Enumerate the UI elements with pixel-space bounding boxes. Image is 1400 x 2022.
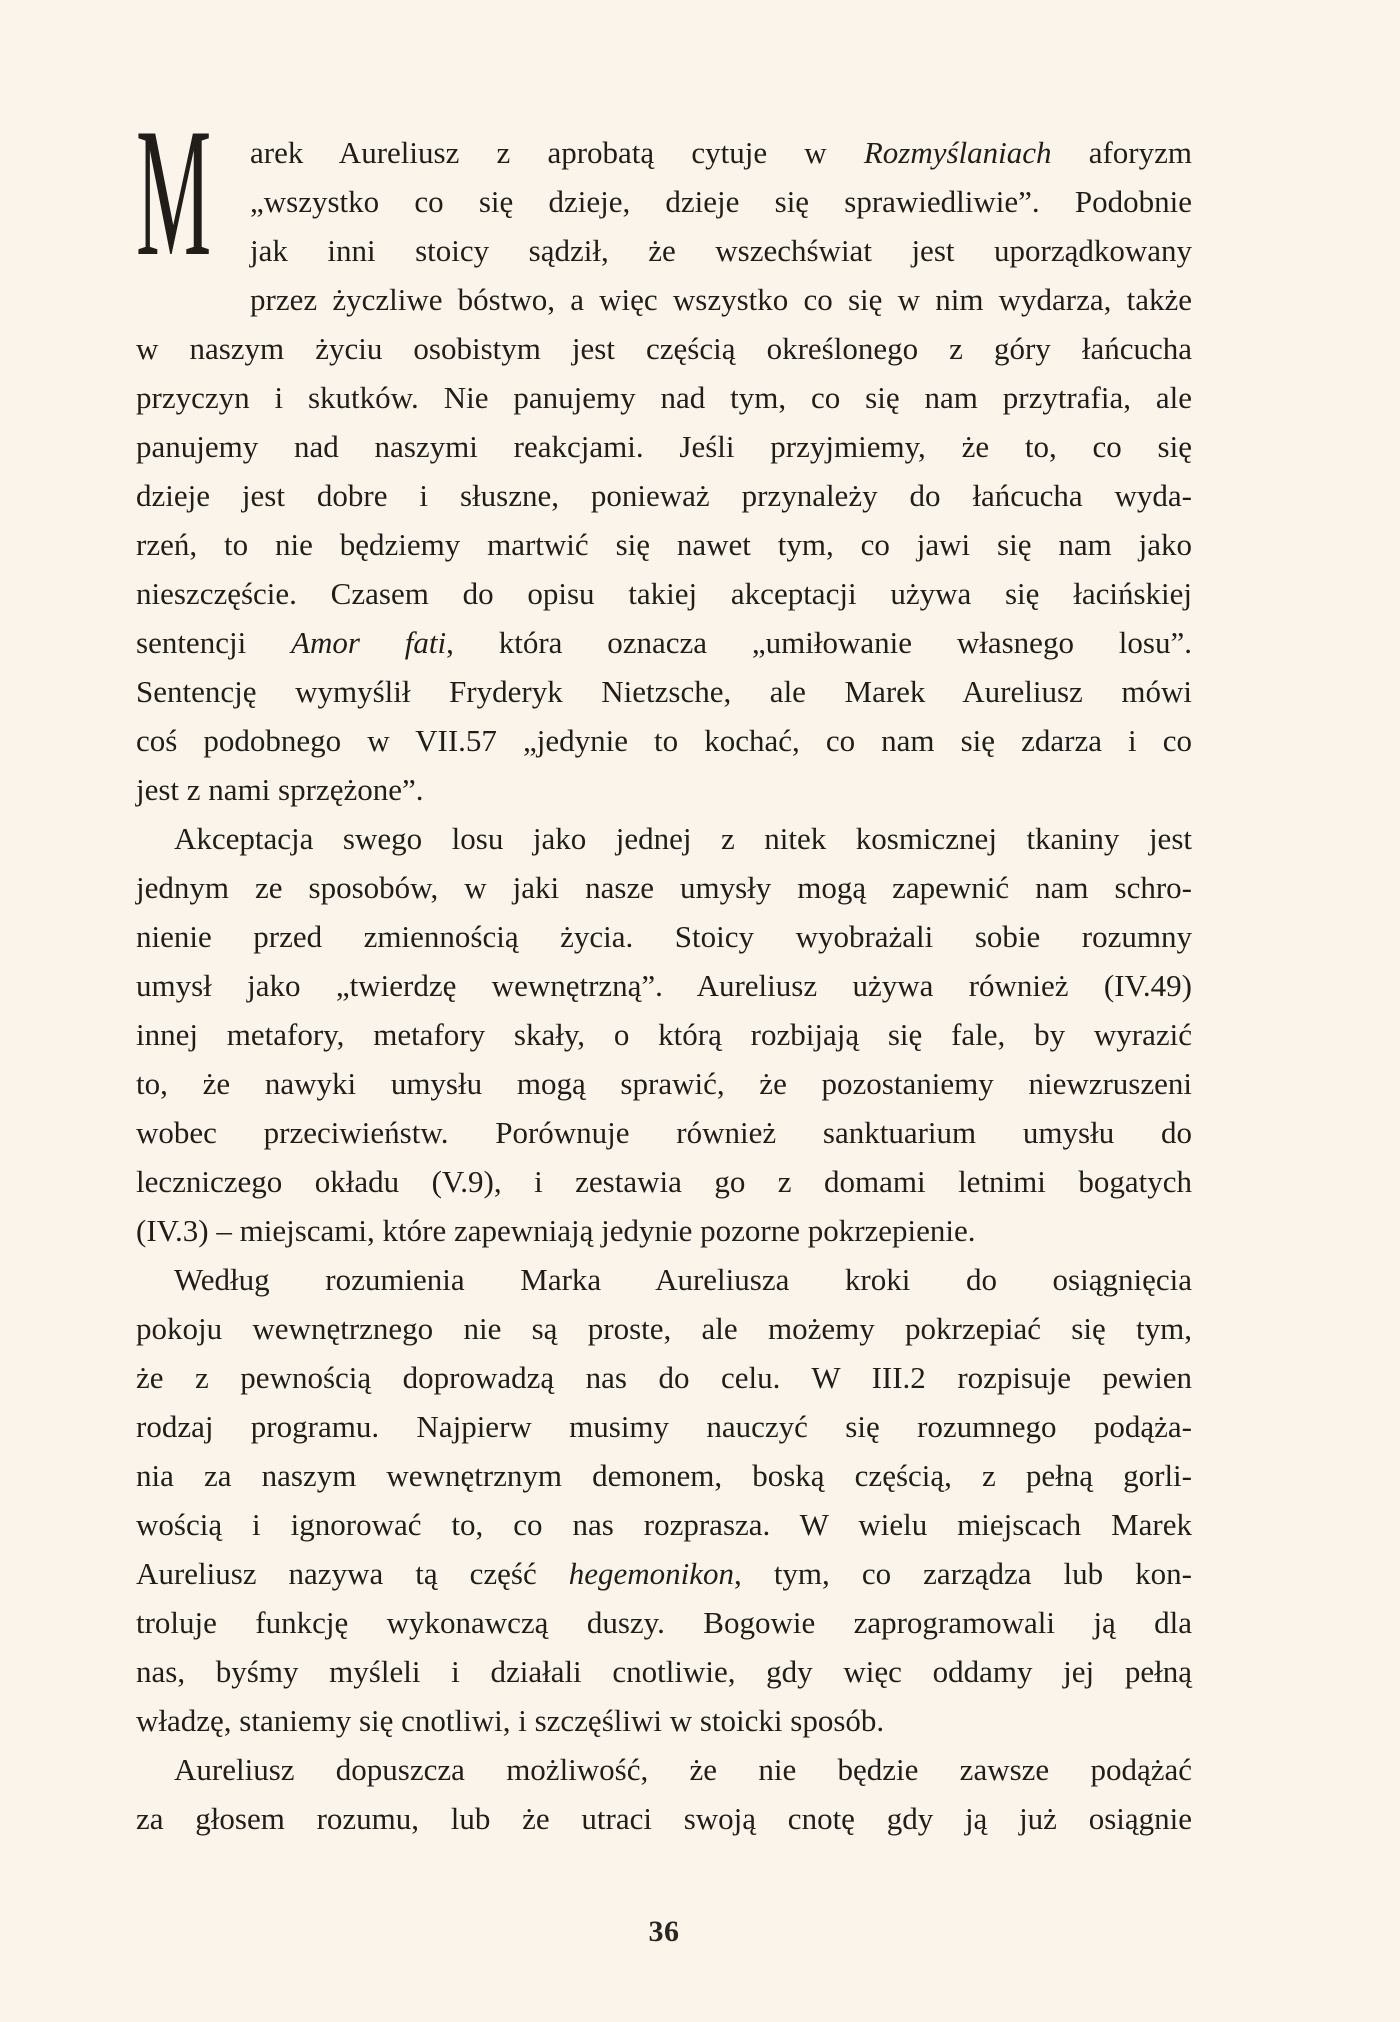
text-line: Sentencję wymyślił Fryderyk Nietzsche, ale Marek Aureliusz mówi [136,674,1192,709]
text-line: „wszystko co się dzieje, dzieje się sprawiedliwie”. Podobnie [250,184,1192,219]
text-line: za głosem rozumu, lub że utraci swoją cnotę gdy ją już osiągnie [136,1801,1192,1836]
drop-cap-letter: M [136,90,212,294]
page-footer [136,1915,1192,1949]
text-line: coś podobnego w VII.57 „jedynie to kochać, co nam się zdarza i co [136,723,1192,758]
text-line: rzeń, to nie będziemy martwić się nawet tym, co jawi się nam jako [136,527,1192,562]
text-line: że z pewnością doprowadzą nas do celu. W III.2 rozpisuje pewien [136,1360,1192,1395]
paragraph [136,814,1192,1255]
text-line: wobec przeciwieństw. Porównuje również sanktuarium umysłu do [136,1115,1192,1150]
page-number: 36 [648,1915,680,1948]
text-line: leczniczego okładu (V.9), i zestawia go z domami letnimi bogatych [136,1164,1192,1199]
text-line: przez życzliwe bóstwo, a więc wszystko co się w nim wydarza, także [250,282,1192,317]
text-line: arek Aureliusz z aprobatą cytuje w Rozmyślaniach aforyzm [250,135,1192,170]
text-line: rodzaj programu. Najpierw musimy nauczyć się rozumnego podąża- [136,1409,1192,1444]
text-line: sentencji Amor fati, która oznacza „umiłowanie własnego losu”. [136,625,1192,660]
text-line: umysł jako „twierdzę wewnętrzną”. Aureliusz używa również (IV.49) [136,968,1192,1003]
text-line: przyczyn i skutków. Nie panujemy nad tym, co się nam przytrafia, ale [136,380,1192,415]
italic-text: hegemonikon [568,1556,735,1591]
text-line: pokoju wewnętrznego nie są proste, ale możemy pokrzepiać się tym, [136,1311,1192,1346]
text-line: panujemy nad naszymi reakcjami. Jeśli przyjmiemy, że to, co się [136,429,1192,464]
text-line: dzieje jest dobre i słuszne, ponieważ przynależy do łańcucha wyda- [136,478,1192,513]
text-line: jednym ze sposobów, w jaki nasze umysły mogą zapewnić nam schro- [136,870,1192,905]
text-line: to, że nawyki umysłu mogą sprawić, że pozostaniemy niewzruszeni [136,1066,1192,1101]
text-line: nas, byśmy myśleli i działali cnotliwie, gdy więc oddamy jej pełną [136,1654,1192,1689]
paragraph [136,90,1192,814]
text-line: Akceptacja swego losu jako jednej z nitek kosmicznej tkaniny jest [174,821,1192,856]
italic-text: Rozmyślaniach [863,135,1052,170]
text-line: nia za naszym wewnętrznym demonem, boską częścią, z pełną gorli- [136,1458,1192,1493]
text-line: (IV.3) – miejscami, które zapewniają jedynie pozorne pokrzepienie. [136,1213,976,1248]
text-line: Aureliusz nazywa tą część hegemonikon, tym, co zarządza lub kon- [136,1556,1192,1591]
text-line: nienie przed zmiennością życia. Stoicy wyobrażali sobie rozumny [136,919,1192,954]
text-line: innej metafory, metafory skały, o którą rozbijają się fale, by wyrazić [136,1017,1192,1052]
text-line: troluje funkcję wykonawczą duszy. Bogowie zaprogramowali ją dla [136,1605,1192,1640]
paragraph [136,1745,1192,1843]
text-line: nieszczęście. Czasem do opisu takiej akceptacji używa się łacińskiej [136,576,1192,611]
text-line: Aureliusz dopuszcza możliwość, że nie będzie zawsze podążać [174,1752,1192,1787]
text-line: w naszym życiu osobistym jest częścią określonego z góry łańcucha [136,331,1192,366]
text-line: jak inni stoicy sądził, że wszechświat jest uporządkowany [250,233,1192,268]
drop-cap [136,90,214,294]
italic-text: Amor fati [291,625,447,660]
paragraph [136,1255,1192,1745]
text-line: jest z nami sprzężone”. [136,772,424,807]
page-body [136,90,1192,1843]
text-line: Według rozumienia Marka Aureliusza kroki do osiągnięcia [174,1262,1192,1297]
text-line: wością i ignorować to, co nas rozprasza. W wielu miejscach Marek [136,1507,1192,1542]
text-line: władzę, staniemy się cnotliwi, i szczęśliwi w stoicki sposób. [136,1703,885,1738]
